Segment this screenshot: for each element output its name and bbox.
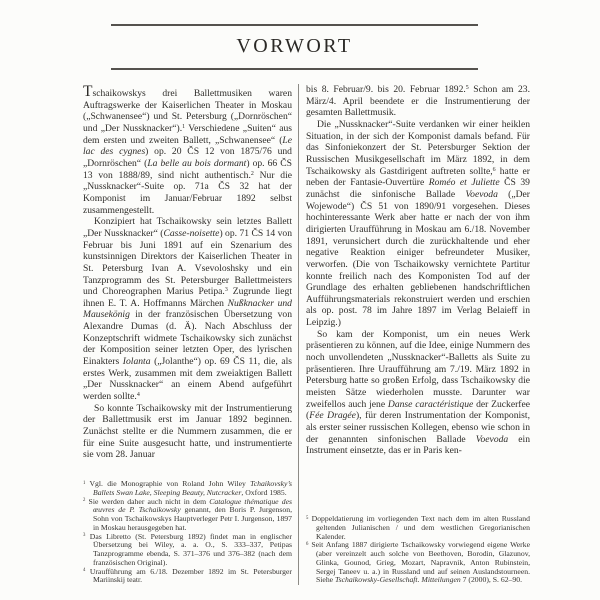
footnote-3-text: Das Libretto (St. Petersburg 1892) findet man in englischer Übersetzung bei Wiley, a. a. O., S. 333–337, Petipas Tanzprogramme ebenda, S. 371–376 und 376–382 (nach dem französischen Original). [85, 531, 292, 567]
left-column-body [83, 84, 292, 461]
footnote-2 [83, 498, 292, 533]
paragraph-instrumentierung: So konnte Tschaikowsky mit der Instrumentierung der Ballettmusik erst im Januar 1892 beginnen. Zunächst stellte er die Nummern zusammen, die er für eine Suite ausgesucht hatte, und instrumentierte sie vom 28. Januar [83, 402, 292, 461]
paragraph-konzipiert: Konzipiert hat Tschaikowsky sein letztes Ballett „Der Nussknacker“ (Casse-noisette) op. 71 ČS 14 von Februar bis Juni 1891 auf ein Szenarium des kunstsinnigen Direktors der Kaiserlichen Theater in St. Petersburg Ivan A. Vsevoloshsky und ein Tanzprogramm des St. Petersburger Ballettmeisters und Choreographen Marius Petipa.$^3$ Zugrunde liegt ihnen E. T. A. Hoffmanns Märchen Nußknacker und Mausekönig in der französischen Übersetzung von Alexandre Dumas (d. Ä). Nach Abschluss der Konzeptschrift widmete Tschaikowsky sich zunächst der Komposition seiner letzten Oper, des lyrischen Einakters Iolanta („Jolanthe“) op. 69 ČS 11, die, als erstes Werk, zusammen mit dem zweiaktigen Ballett „Der Nussknacker“ an einem Abend aufgeführt werden sollte.$^4$ [83, 216, 292, 403]
paragraph-opening: Tschaikowskys drei Ballettmusiken waren Auftragswerke der Kaiserlichen Theater in Moskau („Schwanensee“) und St. Petersburg („Dornröschen“ und „Der Nussknacker“).$^1$ Verschiedene „Suiten“ aus dem ersten und zweiten Ballett, „Schwanensee“ (Le lac des cygnes) op. 20 ČS 12 von 1875/76 und „Dornröschen“ (La belle au bois dormant) op. 66 ČS 13 von 1888/89, sind nicht authentisch.$^2$ Nur die „Nussknacker“-Suite op. 71a ČS 32 hat der Komponist im Januar/Februar 1892 selbst zusammengestellt. [83, 83, 292, 216]
right-footnotes [306, 515, 530, 585]
left-footnotes [83, 480, 292, 585]
paragraph-so-kam: So kam der Komponist, um ein neues Werk präsentieren zu können, auf die Idee, einige Nummern des noch unvollendeten „Nussknacker“-Balletts als Suite zu präsentieren. Ihre Uraufführung am 7./19. März 1892 in Petersburg hatte so großen Erfolg, dass Tschaikowsky die meisten Sätze wiederholen musste. Darunter war zweifellos auch jene Danse caractéristique der Zuckerfee (Fée Dragée), für deren Instrumentation der Komponist, als erster seiner russischen Kollegen, ebenso wie schon in der genannten sinfonischen Ballade Voevoda ein Instrument einsetzte, das er in Paris ken- [306, 328, 530, 457]
footnote-4-text: Uraufführung am 6./18. Dezember 1892 im St. Petersburger Mariinskij teatr. [85, 566, 292, 585]
footnote-5-number: 5 [306, 515, 309, 521]
footnote-5 [306, 515, 530, 541]
footnote-5-text: Doppeldatierung im vorliegenden Text nach dem im alten Russland geltenden Julianischen / und dem westlichen Gregorianischen Kalender. [308, 514, 530, 541]
left-column [83, 84, 292, 585]
right-column [306, 84, 530, 585]
paragraph-continuation: bis 8. Februar/9. bis 20. Februar 1892.$^5$ Schon am 23. März/4. April beendete er die Instrumentierung der gesamten Ballettmusik. [306, 84, 530, 119]
footnote-2-number: 2 [83, 498, 86, 504]
footnote-4 [83, 568, 292, 586]
footnote-1 [83, 480, 292, 498]
footnote-3-number: 3 [83, 533, 86, 539]
footnote-6 [306, 541, 530, 585]
page-title: VORWORT [236, 35, 353, 57]
title-rule-bottom [111, 68, 478, 70]
footnote-2-text: Sie werden daher auch nicht in dem Catalogue thématique des œuvres de P. Tschaikowsky genannt, den Boris P. Jurgenson, Sohn von Tschaikowskys Hauptverleger Petr I. Jurgenson, 1897 in Moskau herausgegeben hat. [85, 496, 292, 532]
text-columns [83, 84, 530, 585]
footnote-1-number: 1 [83, 480, 86, 486]
paragraph-nussknacker-suite: Die „Nussknacker“-Suite verdanken wir einer heiklen Situation, in der sich der Komponist damals befand. Für das Sinfoniekonzert der St. Petersburger Sektion der Russischen Musikgesellschaft im März 1892, in dem Tschaikowsky als Gastdirigent auftreten sollte,$^6$ hatte er neben der Fantasie-Ouvertüre Roméo et Juliette ČS 39 zunächst die sinfonische Ballade Voevoda („Der Wojewode“) ČS 51 von 1890/91 vorgesehen. Dieses hochinteressante Werk aber hatte er nach der von ihm dirigierten Uraufführung in Moskau am 6./18. November 1891, verunsichert durch die zurückhaltende und eher negative Reaktion einiger befreundeter Musiker, verworfen. (Die von Tschaikowsky vernichtete Partitur konnte freilich nach des Komponisten Tod auf der Grundlage des erhalten gebliebenen handschriftlichen Aufführungsmaterials rekonstruiert werden und erschien als op. post. 78 im Jahre 1897 im Verlag Belaieff in Leipzig.) [306, 118, 530, 329]
footnote-3 [83, 533, 292, 568]
footnote-6-text: Seit Anfang 1887 dirigierte Tschaikowsky vorwiegend eigene Werke (aber vereinzelt auch solche von Beethoven, Borodin, Glazunov, Glinka, Gounod, Grieg, Mozart, Napravnik, Anton Rubinstein, Sergej Taneev u. a.) in Russland und auf seinen Auslandstourneen. Siehe Tschaikowsky-Gesellschaft. Mitteilungen 7 (2000), S. 62–90. [308, 540, 530, 585]
footnote-1-text: Vgl. die Monographie von Roland John Wiley Tchaikovsky’s Ballets Swan Lake, Sleeping Beauty, Nutcracker, Oxford 1985. [85, 479, 292, 497]
column-divider [298, 84, 299, 585]
footnote-4-number: 4 [83, 568, 86, 574]
right-column-body [306, 84, 530, 457]
footnote-6-number: 6 [306, 542, 309, 548]
